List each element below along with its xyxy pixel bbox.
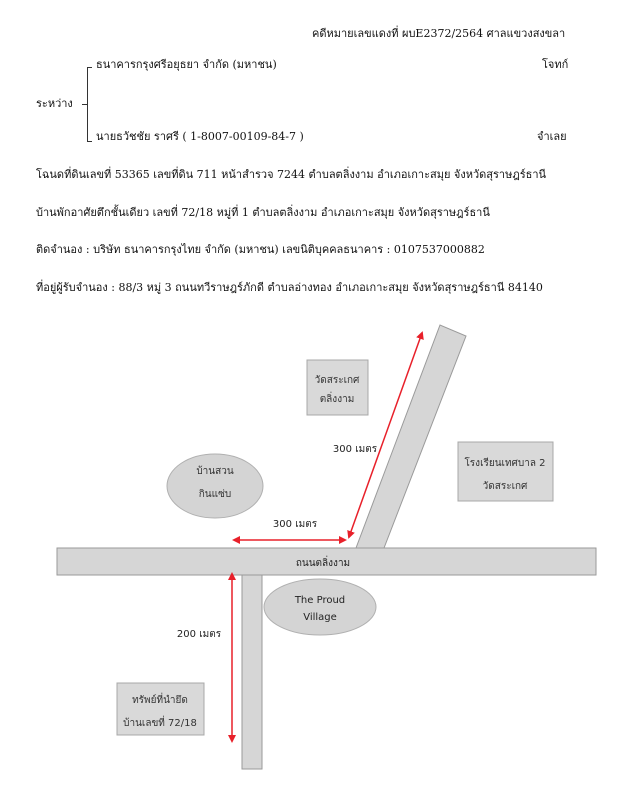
plaintiff-name: ธนาคารกรุงศรีอยุธยา จำกัด (มหาชน) [96,58,277,71]
defendant-role: จำเลย [537,130,567,143]
school-landmark-box [458,442,553,501]
property-label-line2: บ้านเลขที่ 72/18 [123,718,197,729]
mortgagee-line: ติดจำนอง : บริษัท ธนาคารกรุงไทย จำกัด (มหาชน) เลขนิติบุคคลธนาคาร : 0107537000882 [36,243,485,256]
school-label-line2: วัดสระเกศ [482,481,528,492]
between-label: ระหว่าง [36,97,73,110]
distance-label-horizontal: 300 เมตร [272,519,318,530]
temple-label-line2: ตลิ่งงาม [319,394,355,405]
temple-label-line1: วัดสระเกศ [314,375,360,386]
vertical-road [242,570,262,769]
restaurant-landmark [167,454,263,518]
distance-label-vertical: 200 เมตร [176,629,222,640]
restaurant-label-line2: กินแซ่บ [198,489,232,500]
distance-label-diagonal: 300 เมตร [332,444,378,455]
school-label-line1: โรงเรียนเทศบาล 2 [464,458,546,469]
restaurant-label-line1: บ้านสวน [196,466,234,477]
defendant-name: นายธวัชชัย ราศรี ( 1-8007-00109-84-7 ) [96,130,304,143]
village-label-line1: The Proud [294,595,346,606]
house-line: บ้านพักอาศัยตึกชั้นเดียว เลขที่ 72/18 หมู่ที่ 1 ตำบลตลิ่งงาม อำเภอเกาะสมุย จังหวัดสุราษฎร์ธานี [36,206,490,219]
diagonal-road [356,325,466,548]
property-label-line1: ทรัพย์ที่นำยึด [132,695,188,706]
temple-landmark-box [307,360,368,415]
case-number: คดีหมายเลขแดงที่ ผบE2372/2564 ศาลแขวงสงขลา [312,27,566,40]
plaintiff-role: โจทก์ [542,58,569,71]
village-landmark [264,579,376,635]
village-label-line2: Village [303,612,337,623]
mortgagee-address-line: ที่อยู่ผู้รับจำนอง : 88/3 หมู่ 3 ถนนทวีราษฎร์ภักดี ตำบลอ่างทอง อำเภอเกาะสมุย จังหวัดสุราษฎร์ธานี 84140 [36,281,543,294]
deed-line: โฉนดที่ดินเลขที่ 53365 เลขที่ดิน 711 หน้าสำรวจ 7244 ตำบลตลิ่งงาม อำเภอเกาะสมุย จังหวัดสุราษฎร์ธานี [36,168,547,181]
road-label: ถนนตลิ่งงาม [295,558,351,569]
